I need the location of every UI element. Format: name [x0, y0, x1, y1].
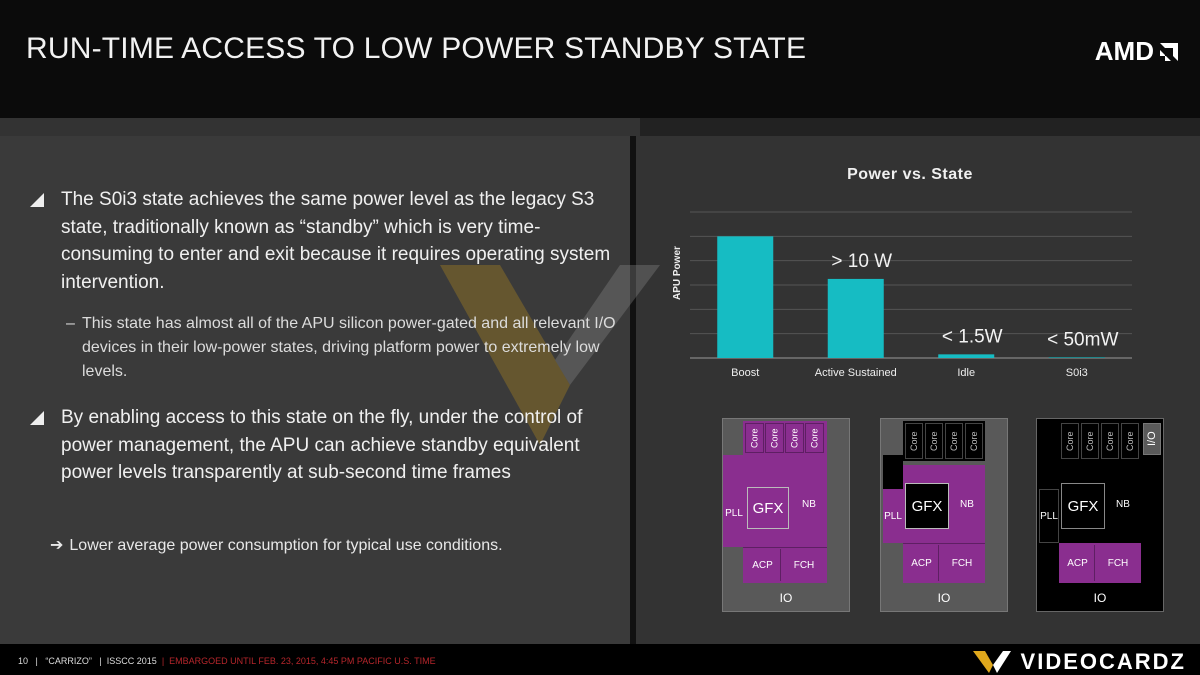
embargo-notice: EMBARGOED UNTIL FEB. 23, 2015, 4:45 PM PACIFIC U.S. TIME [169, 656, 436, 666]
header-stripe-right [640, 118, 1200, 136]
bullet-item [30, 186, 620, 296]
core-block: Core [1101, 423, 1119, 459]
bar-boost [717, 236, 773, 358]
pll-block: PLL [725, 485, 743, 541]
die-diagram-all-on [722, 418, 850, 612]
pll-block: PLL [1039, 489, 1059, 543]
io-label: IO [1093, 591, 1107, 605]
conclusion-text: Lower average power consumption for typical use conditions. [69, 537, 503, 554]
slide-header [0, 0, 1200, 118]
acp-block: ACP [745, 549, 781, 581]
x-tick-label: Boost [731, 367, 760, 379]
amd-logo-text: AMD [1094, 36, 1154, 66]
core-block: Core [945, 423, 963, 459]
core-block: Core [1121, 423, 1139, 459]
videocardz-watermark [973, 649, 1186, 675]
gfx-block: GFX [1061, 483, 1105, 529]
pll-block: PLL [883, 489, 903, 543]
videocardz-brand: VIDEOCARDZ [1020, 649, 1186, 674]
power-vs-state-chart [672, 160, 1160, 390]
bullet-text: The S0i3 state achieves the same power level as the legacy S3 state, traditionally known as “standby” which is very time-consuming to enter and exit because it requires operating system intervention. [61, 189, 611, 293]
bullet-item [30, 404, 620, 487]
gated-io-block [883, 455, 903, 489]
nb-block: NB [802, 498, 816, 510]
gfx-block: GFX [747, 487, 789, 529]
die-diagram-s0i3 [1036, 418, 1164, 612]
acp-block: ACP [905, 545, 939, 581]
fch-block: FCH [1107, 557, 1129, 569]
gfx-block: GFX [905, 483, 949, 529]
x-tick-label: Idle [957, 367, 976, 379]
bar-active-sustained [828, 279, 884, 358]
nb-block: NB [1116, 498, 1130, 510]
bullet-text: By enabling access to this state on the fly, under the control of power management, the APU can achieve standby equivalent power levels transparently at sub-second time frames [61, 407, 583, 483]
footer-separator: | [35, 656, 38, 666]
footer-separator: | [161, 656, 165, 666]
acp-block: ACP [1061, 545, 1095, 581]
footer-info [18, 656, 436, 666]
codename: “CARRIZO” [45, 656, 92, 666]
chart-title: Power vs. State [847, 166, 973, 183]
bar-idle [938, 354, 994, 358]
triangle-bullet-icon [30, 193, 44, 207]
amd-arrow-icon [1158, 41, 1180, 63]
data-label: < 1.5W [941, 326, 1003, 348]
chart-plot [680, 160, 1160, 390]
amd-logo [1095, 36, 1180, 67]
fch-block: FCH [793, 559, 815, 571]
core-block: Core [765, 423, 784, 453]
io-label: IO [937, 591, 951, 605]
core-block: Core [745, 423, 764, 453]
core-block: Core [785, 423, 804, 453]
core-block: Core [1061, 423, 1079, 459]
conclusion-line [50, 535, 503, 555]
core-block: Core [805, 423, 824, 453]
right-arrow-icon: ➔ [50, 537, 64, 554]
core-block: Core [905, 423, 923, 459]
die-diagram-cores-gated [880, 418, 1008, 612]
triangle-bullet-icon [30, 411, 44, 425]
data-label: > 10 W [831, 250, 893, 272]
core-block: Core [965, 423, 983, 459]
nb-block: NB [960, 498, 974, 510]
videocardz-logo-icon [973, 651, 1011, 673]
fch-block: FCH [951, 557, 973, 569]
footer-separator: | [99, 656, 102, 666]
slide-footer [0, 644, 1200, 675]
y-axis-label: APU Power [672, 246, 683, 300]
page-number: 10 [18, 656, 29, 666]
bar-s0i3 [1049, 357, 1105, 358]
core-block: Core [925, 423, 943, 459]
dash-marker: – [66, 315, 75, 332]
core-block: Core [1081, 423, 1099, 459]
conference: ISSCC 2015 [106, 656, 157, 666]
io-label: IO [779, 591, 793, 605]
sub-bullet-item [66, 312, 621, 384]
data-label: < 50mW [1047, 329, 1119, 351]
x-tick-label: Active Sustained [814, 367, 897, 379]
sub-bullet-text: This state has almost all of the APU silicon power-gated and all relevant I/O devices in their low-power states, driving platform power to extremely low levels. [82, 315, 616, 380]
io-side-block: I/O [1143, 423, 1161, 455]
slide-title: RUN-TIME ACCESS TO LOW POWER STANDBY STATE [26, 32, 807, 65]
x-tick-label: S0i3 [1065, 367, 1088, 379]
